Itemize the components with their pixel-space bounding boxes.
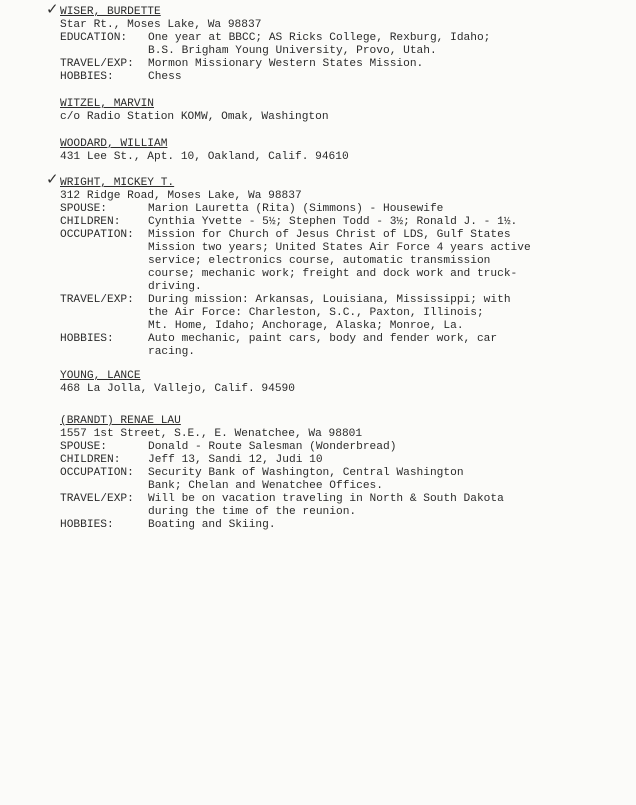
entry-address: 468 La Jolla, Vallejo, Calif. 94590 bbox=[60, 383, 295, 395]
spouse-value: Donald - Route Salesman (Wonderbread) bbox=[148, 441, 397, 453]
entry-name: WRIGHT, MICKEY T. bbox=[60, 177, 175, 189]
education-value: One year at BBCC; AS Ricks College, Rexburg, Idaho; bbox=[148, 32, 491, 44]
entry-woodard bbox=[60, 138, 620, 164]
education-row bbox=[60, 32, 620, 45]
travel-label: TRAVEL/EXP: bbox=[60, 294, 134, 306]
occupation-value: Mission for Church of Jesus Christ of LDS, Gulf States bbox=[148, 229, 511, 241]
spouse-row bbox=[60, 203, 620, 216]
education-value-cont: B.S. Brigham Young University, Provo, Utah. bbox=[148, 45, 437, 57]
entry-witzel bbox=[60, 98, 620, 124]
children-row bbox=[60, 216, 620, 229]
travel-label: TRAVEL/EXP: bbox=[60, 58, 134, 70]
hobbies-value-cont: racing. bbox=[148, 346, 195, 358]
entry-address: 312 Ridge Road, Moses Lake, Wa 98837 bbox=[60, 190, 302, 202]
entry-name: YOUNG, LANCE bbox=[60, 370, 141, 382]
occupation-value-cont: Mission two years; United States Air Force 4 years active bbox=[148, 242, 531, 254]
entry-name: WISER, BURDETTE bbox=[60, 6, 161, 18]
entry-wright bbox=[60, 177, 620, 359]
entry-lau bbox=[60, 415, 620, 532]
occupation-row bbox=[60, 229, 620, 242]
children-value: Jeff 13, Sandi 12, Judi 10 bbox=[148, 454, 323, 466]
children-label: CHILDREN: bbox=[60, 454, 121, 466]
occupation-value-cont: driving. bbox=[148, 281, 202, 293]
hobbies-value: Auto mechanic, paint cars, body and fender work, car bbox=[148, 333, 498, 345]
entry-address: 1557 1st Street, S.E., E. Wenatchee, Wa 98801 bbox=[60, 428, 363, 440]
spouse-label: SPOUSE: bbox=[60, 441, 107, 453]
occupation-value-cont: course; mechanic work; freight and dock work and truck- bbox=[148, 268, 518, 280]
hobbies-row bbox=[60, 333, 620, 346]
children-row bbox=[60, 454, 620, 467]
occupation-label: OCCUPATION: bbox=[60, 229, 134, 241]
travel-value: Will be on vacation traveling in North & South Dakota bbox=[148, 493, 504, 505]
hobbies-row bbox=[60, 71, 620, 84]
occupation-value-cont: service; electronics course, automatic transmission bbox=[148, 255, 491, 267]
travel-row bbox=[60, 294, 620, 307]
hobbies-value: Chess bbox=[148, 71, 182, 83]
entry-name: (BRANDT) RENAE LAU bbox=[60, 415, 181, 427]
spouse-value: Marion Lauretta (Rita) (Simmons) - Housewife bbox=[148, 203, 444, 215]
entry-wiser bbox=[60, 6, 620, 84]
hobbies-value: Boating and Skiing. bbox=[148, 519, 276, 531]
occupation-label: OCCUPATION: bbox=[60, 467, 134, 479]
occupation-value-cont: Bank; Chelan and Wenatchee Offices. bbox=[148, 480, 383, 492]
travel-row bbox=[60, 58, 620, 71]
travel-label: TRAVEL/EXP: bbox=[60, 493, 134, 505]
hobbies-label: HOBBIES: bbox=[60, 333, 114, 345]
spouse-row bbox=[60, 441, 620, 454]
hobbies-row bbox=[60, 519, 620, 532]
travel-value-cont: Mt. Home, Idaho; Anchorage, Alaska; Monroe, La. bbox=[148, 320, 464, 332]
education-label: EDUCATION: bbox=[60, 32, 128, 44]
travel-value: Mormon Missionary Western States Mission. bbox=[148, 58, 424, 70]
hobbies-label: HOBBIES: bbox=[60, 519, 114, 531]
travel-value-cont: the Air Force: Charleston, S.C., Paxton, Illinois; bbox=[148, 307, 484, 319]
travel-value-cont: during the time of the reunion. bbox=[148, 506, 357, 518]
occupation-value: Security Bank of Washington, Central Washington bbox=[148, 467, 464, 479]
entry-address: Star Rt., Moses Lake, Wa 98837 bbox=[60, 19, 262, 31]
travel-value: During mission: Arkansas, Louisiana, Mississippi; with bbox=[148, 294, 511, 306]
hobbies-label: HOBBIES: bbox=[60, 71, 114, 83]
entry-address: 431 Lee St., Apt. 10, Oakland, Calif. 94610 bbox=[60, 151, 349, 163]
entry-young bbox=[60, 370, 620, 396]
entry-address: c/o Radio Station KOMW, Omak, Washington bbox=[60, 111, 329, 123]
children-label: CHILDREN: bbox=[60, 216, 121, 228]
entry-name: WOODARD, WILLIAM bbox=[60, 138, 168, 150]
checkmark-icon: ✓ bbox=[46, 0, 59, 18]
occupation-row bbox=[60, 467, 620, 480]
entry-name: WITZEL, MARVIN bbox=[60, 98, 154, 110]
travel-row bbox=[60, 493, 620, 506]
checkmark-icon: ✓ bbox=[46, 170, 59, 188]
children-value: Cynthia Yvette - 5½; Stephen Todd - 3½; Ronald J. - 1½. bbox=[148, 216, 518, 228]
spouse-label: SPOUSE: bbox=[60, 203, 107, 215]
